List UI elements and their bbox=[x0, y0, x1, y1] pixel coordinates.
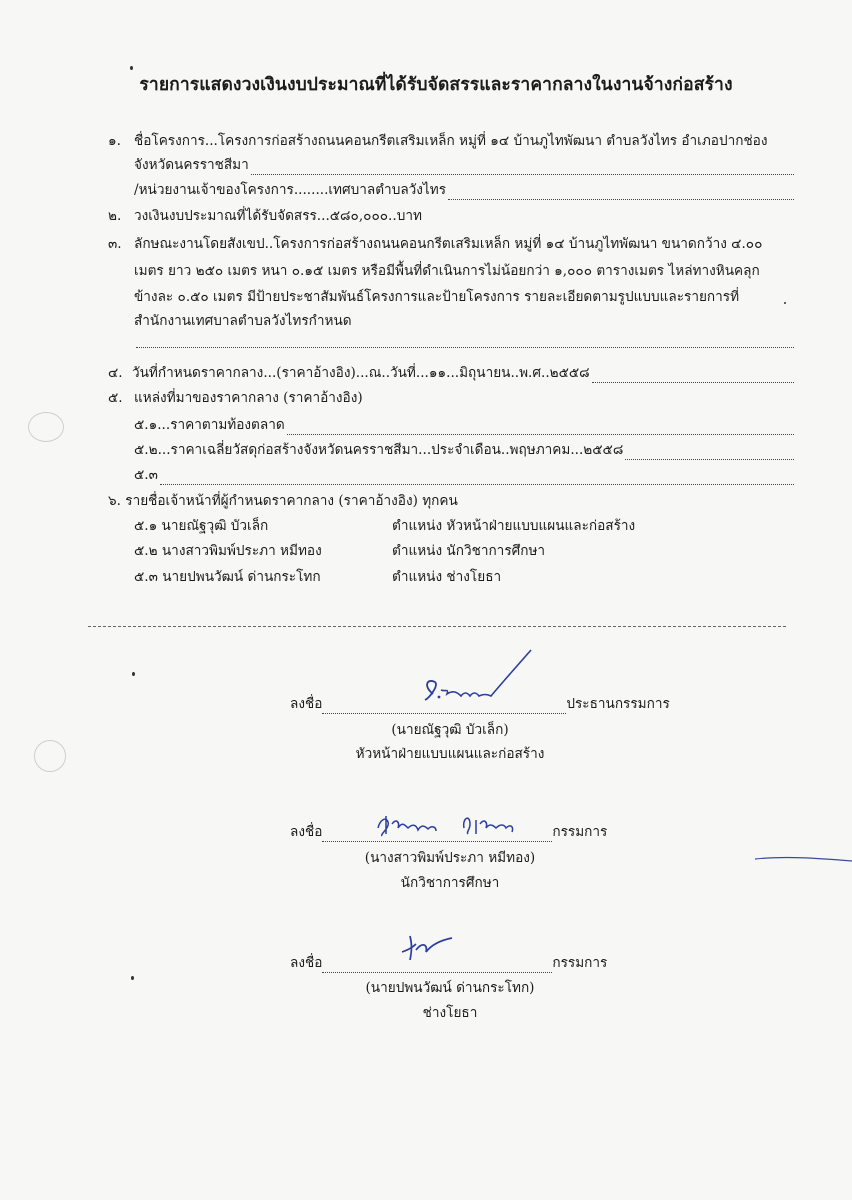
section-divider bbox=[88, 626, 786, 627]
average-price-text: ๕.๒...ราคาเฉลี่ยวัสดุก่อสร้างจังหวัดนครราชสีมา...ประจำเดือน..พฤษภาคม...๒๕๕๘ bbox=[134, 442, 624, 458]
signature-2-name: (นางสาวพิมพ์ประภา หมีทอง) bbox=[364, 850, 536, 866]
item-1-line-1 bbox=[134, 131, 794, 151]
item-5-3-label: ๕.๓ bbox=[134, 467, 158, 483]
staff-1-position: ตำแหน่ง หัวหน้าฝ่ายแบบแผนและก่อสร้าง bbox=[392, 518, 636, 534]
province-text: จังหวัดนครราชสีมา bbox=[134, 157, 249, 173]
item-3-line-1: ลักษณะงานโดยสังเขป..โครงการก่อสร้างถนนคอนกรีตเสริมเหล็ก หมู่ที่ ๑๔ บ้านภูไทพัฒนา ขนาดกว้าง ๔.๐๐ bbox=[134, 236, 763, 252]
fill-dots bbox=[251, 160, 794, 175]
scan-speck bbox=[784, 302, 786, 304]
item-1-number: ๑. bbox=[108, 133, 121, 149]
scan-speck bbox=[131, 976, 134, 980]
signature-3-name: (นายปพนวัฒน์ ด่านกระโทก) bbox=[365, 980, 535, 996]
signature-2-role: กรรมการ bbox=[552, 824, 608, 840]
budget-text: วงเงินงบประมาณที่ได้รับจัดสรร...๕๘๐,๐๐๐..บาท bbox=[134, 208, 422, 224]
signature-2-mark bbox=[372, 806, 552, 840]
staff-3-name: ๕.๓ นายปพนวัฒน์ ด่านกระโทก bbox=[134, 569, 321, 585]
fill-dots bbox=[625, 445, 794, 460]
item-1-line-3 bbox=[134, 180, 794, 200]
item-5-1-line bbox=[134, 415, 794, 435]
item-5-2-line bbox=[134, 440, 794, 460]
price-source-heading: แหล่งที่มาของราคากลาง (ราคาอ้างอิง) bbox=[134, 390, 363, 406]
owner-agency-text: /หน่วยงานเจ้าของโครงการ........เทศบาลตำบลวังไทร bbox=[134, 182, 447, 198]
signature-1-mark bbox=[415, 642, 555, 712]
signature-3-mark bbox=[398, 930, 458, 966]
staff-heading: ๖. รายชื่อเจ้าหน้าที่ผู้กำหนดราคากลาง (ราคาอ้างอิง) ทุกคน bbox=[108, 493, 458, 509]
scan-speck bbox=[132, 672, 135, 676]
item-3-number: ๓. bbox=[108, 236, 122, 252]
fill-dots bbox=[287, 420, 794, 435]
item-3-line-2: เมตร ยาว ๒๕๐ เมตร หนา ๐.๑๕ เมตร หรือมีพื้นที่ดำเนินการไม่น้อยกว่า ๑,๐๐๐ ตารางเมตร ไหล่ทางหินคลุก bbox=[134, 263, 760, 279]
signature-1-role: ประธานกรรมการ bbox=[566, 696, 670, 712]
signature-3-label: ลงชื่อ bbox=[290, 955, 323, 971]
scan-stray-line bbox=[755, 850, 852, 866]
fill-dots bbox=[160, 470, 794, 485]
staff-3-position: ตำแหน่ง ช่างโยธา bbox=[392, 569, 502, 585]
staff-1-name: ๕.๑ นายณัฐวุฒิ บัวเล็ก bbox=[134, 518, 269, 534]
signature-1-label: ลงชื่อ bbox=[290, 696, 323, 712]
project-name-text: ชื่อโครงการ...โครงการก่อสร้างถนนคอนกรีตเสริมเหล็ก หมู่ที่ ๑๔ บ้านภูไทพัฒนา ตำบลวังไทร อำเภอปากช่อง bbox=[134, 133, 768, 149]
item-4-number: ๔. bbox=[108, 365, 123, 381]
fill-dots bbox=[136, 333, 794, 348]
signature-1-name: (นายณัฐวุฒิ บัวเล็ก) bbox=[391, 722, 509, 738]
punch-hole-mark bbox=[28, 412, 64, 442]
signature-2-title: นักวิชาการศึกษา bbox=[400, 875, 500, 891]
reference-date-text: วันที่กำหนดราคากลาง...(ราคาอ้างอิง)...ณ..วันที่...๑๑...มิถุนายน..พ.ศ..๒๕๕๘ bbox=[132, 365, 590, 381]
signature-2-label: ลงชื่อ bbox=[290, 824, 323, 840]
fill-dots bbox=[592, 368, 794, 383]
item-3-line-4: สำนักงานเทศบาลตำบลวังไทรกำหนด bbox=[134, 313, 352, 329]
item-3-blank-line bbox=[134, 333, 794, 348]
item-4-line bbox=[132, 363, 794, 383]
staff-2-position: ตำแหน่ง นักวิชาการศึกษา bbox=[392, 543, 546, 559]
item-1-line-2 bbox=[134, 155, 794, 175]
document-title: รายการแสดงวงเงินงบประมาณที่ได้รับจัดสรรและราคากลางในงานจ้างก่อสร้าง bbox=[139, 75, 733, 95]
item-2-number: ๒. bbox=[108, 208, 122, 224]
signature-3-role: กรรมการ bbox=[552, 955, 608, 971]
scan-speck bbox=[130, 66, 133, 70]
signature-3-title: ช่างโยธา bbox=[422, 1005, 478, 1021]
item-5-3-line bbox=[134, 465, 794, 485]
punch-hole-mark bbox=[34, 740, 66, 772]
item-5-number: ๕. bbox=[108, 390, 123, 406]
fill-dots bbox=[448, 185, 794, 200]
market-price-text: ๕.๑...ราคาตามท้องตลาด bbox=[134, 417, 285, 433]
signature-1-title: หัวหน้าฝ่ายแบบแผนและก่อสร้าง bbox=[355, 746, 545, 762]
item-3-line-3: ข้างละ ๐.๕๐ เมตร มีป้ายประชาสัมพันธ์โครงการและป้ายโครงการ รายละเอียดตามรูปแบบและรายการที่ bbox=[134, 289, 740, 305]
staff-2-name: ๕.๒ นางสาวพิมพ์ประภา หมีทอง bbox=[134, 543, 322, 559]
